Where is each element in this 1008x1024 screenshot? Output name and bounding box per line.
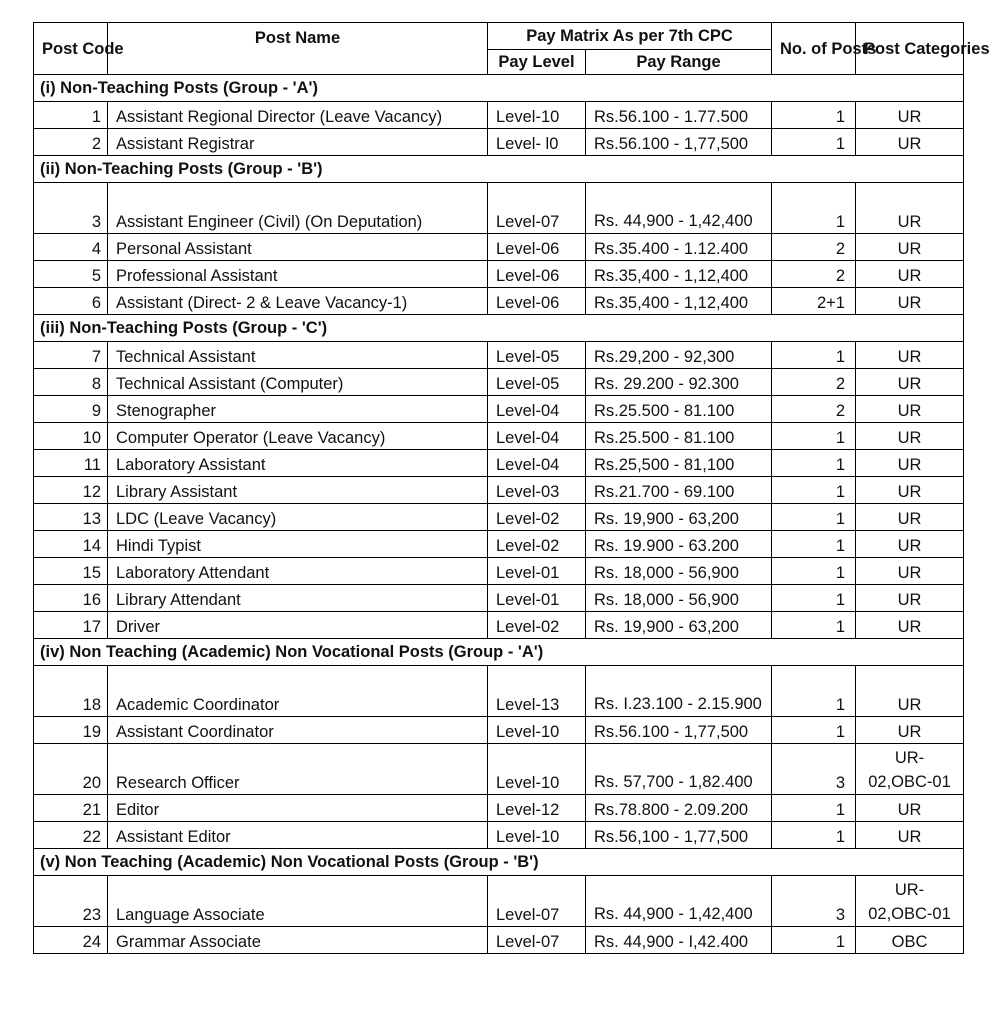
no-of-posts-cell: 2 <box>772 261 856 288</box>
posts-table <box>33 22 990 954</box>
post-category-cell: UR-02,OBC-01 <box>856 744 964 795</box>
no-of-posts-cell: 1 <box>772 927 856 954</box>
table-row <box>34 717 964 744</box>
post-code-cell: 20 <box>34 744 108 795</box>
post-category-cell: UR <box>856 261 964 288</box>
pay-level-cell: Level-10 <box>488 822 586 849</box>
post-code-cell: 19 <box>34 717 108 744</box>
post-name-cell: Research Officer <box>108 744 488 795</box>
pay-range-cell: Rs. 44,900 - 1,42,400 <box>586 876 772 927</box>
no-of-posts-cell: 2 <box>772 234 856 261</box>
no-of-posts-cell: 1 <box>772 717 856 744</box>
post-category-cell: UR <box>856 369 964 396</box>
post-category-cell: UR <box>856 585 964 612</box>
post-code-header: Post Code <box>34 23 108 75</box>
post-name-cell: Hindi Typist <box>108 531 488 558</box>
table-row <box>34 876 964 927</box>
post-name-cell: Grammar Associate <box>108 927 488 954</box>
pay-level-cell: Level-07 <box>488 183 586 234</box>
table-row <box>34 612 964 639</box>
table-row <box>34 183 964 234</box>
post-name-cell: Assistant Engineer (Civil) (On Deputation) <box>108 183 488 234</box>
post-category-cell: UR <box>856 234 964 261</box>
no-of-posts-cell: 1 <box>772 558 856 585</box>
post-code-cell: 8 <box>34 369 108 396</box>
pay-range-cell: Rs.25.500 - 81.100 <box>586 396 772 423</box>
table-row <box>34 585 964 612</box>
no-of-posts-cell: 1 <box>772 795 856 822</box>
table-row <box>34 369 964 396</box>
pay-level-header: Pay Level <box>488 50 586 75</box>
section-header-row <box>34 75 964 102</box>
post-category-cell: UR <box>856 717 964 744</box>
pay-range-cell: Rs.35,400 - 1,12,400 <box>586 288 772 315</box>
table-row <box>34 423 964 450</box>
no-of-posts-cell: 2 <box>772 396 856 423</box>
pay-range-cell: Rs.21.700 - 69.100 <box>586 477 772 504</box>
post-name-cell: Driver <box>108 612 488 639</box>
pay-level-cell: Level-02 <box>488 504 586 531</box>
post-category-cell: UR <box>856 822 964 849</box>
pay-range-cell: Rs.25,500 - 81,100 <box>586 450 772 477</box>
table-row <box>34 477 964 504</box>
no-of-posts-cell: 1 <box>772 666 856 717</box>
post-code-cell: 6 <box>34 288 108 315</box>
table-row <box>34 927 964 954</box>
header-row <box>34 23 964 50</box>
post-code-cell: 4 <box>34 234 108 261</box>
no-of-posts-cell: 1 <box>772 585 856 612</box>
post-code-cell: 5 <box>34 261 108 288</box>
pay-range-cell: Rs.56.100 - 1.77.500 <box>586 102 772 129</box>
pay-level-cell: Level-07 <box>488 876 586 927</box>
pay-level-cell: Level-13 <box>488 666 586 717</box>
pay-range-cell: Rs. 19,900 - 63,200 <box>586 504 772 531</box>
pay-range-cell: Rs. 57,700 - 1,82.400 <box>586 744 772 795</box>
pay-level-cell: Level-05 <box>488 369 586 396</box>
post-category-cell: UR <box>856 504 964 531</box>
no-of-posts-header: No. of Posts <box>772 23 856 75</box>
post-category-cell: UR <box>856 342 964 369</box>
post-name-cell: Laboratory Assistant <box>108 450 488 477</box>
post-code-cell: 21 <box>34 795 108 822</box>
no-of-posts-cell: 3 <box>772 876 856 927</box>
pay-level-cell: Level-01 <box>488 558 586 585</box>
no-of-posts-cell: 1 <box>772 477 856 504</box>
post-name-cell: Stenographer <box>108 396 488 423</box>
pay-level-cell: Level-03 <box>488 477 586 504</box>
pay-level-cell: Level-05 <box>488 342 586 369</box>
post-category-cell: UR <box>856 558 964 585</box>
pay-level-cell: Level-06 <box>488 234 586 261</box>
table-row <box>34 396 964 423</box>
pay-level-cell: Level-10 <box>488 717 586 744</box>
no-of-posts-cell: 1 <box>772 612 856 639</box>
pay-level-cell: Level- l0 <box>488 129 586 156</box>
post-category-cell: OBC <box>856 927 964 954</box>
post-code-cell: 24 <box>34 927 108 954</box>
pay-level-cell: Level-10 <box>488 744 586 795</box>
pay-range-cell: Rs.56,100 - 1,77,500 <box>586 822 772 849</box>
pay-range-cell: Rs. 19,900 - 63,200 <box>586 612 772 639</box>
no-of-posts-cell: 1 <box>772 102 856 129</box>
table-row <box>34 822 964 849</box>
post-code-cell: 18 <box>34 666 108 717</box>
no-of-posts-cell: 1 <box>772 822 856 849</box>
pay-level-cell: Level-10 <box>488 102 586 129</box>
no-of-posts-cell: 2 <box>772 369 856 396</box>
table-row <box>34 450 964 477</box>
post-category-cell: UR <box>856 129 964 156</box>
table-row <box>34 129 964 156</box>
post-category-cell: UR <box>856 183 964 234</box>
post-code-cell: 12 <box>34 477 108 504</box>
section-header-row <box>34 639 964 666</box>
pay-level-cell: Level-04 <box>488 450 586 477</box>
pay-range-cell: Rs.29,200 - 92,300 <box>586 342 772 369</box>
post-category-cell: UR-02,OBC-01 <box>856 876 964 927</box>
post-category-cell: UR <box>856 396 964 423</box>
pay-range-cell: Rs.56.100 - 1,77,500 <box>586 129 772 156</box>
no-of-posts-cell: 1 <box>772 450 856 477</box>
post-code-cell: 15 <box>34 558 108 585</box>
no-of-posts-cell: 1 <box>772 129 856 156</box>
post-code-cell: 9 <box>34 396 108 423</box>
post-category-cell: UR <box>856 450 964 477</box>
post-code-cell: 16 <box>34 585 108 612</box>
post-name-cell: Technical Assistant (Computer) <box>108 369 488 396</box>
post-name-cell: Laboratory Attendant <box>108 558 488 585</box>
post-code-cell: 22 <box>34 822 108 849</box>
table-row <box>34 744 964 795</box>
post-name-cell: Library Attendant <box>108 585 488 612</box>
post-name-cell: Assistant (Direct- 2 & Leave Vacancy-1) <box>108 288 488 315</box>
pay-range-cell: Rs.78.800 - 2.09.200 <box>586 795 772 822</box>
pay-range-cell: Rs. 18,000 - 56,900 <box>586 558 772 585</box>
section-title: (ii) Non-Teaching Posts (Group - 'B') <box>34 156 964 183</box>
post-name-cell: Assistant Regional Director (Leave Vacancy) <box>108 102 488 129</box>
table-row <box>34 531 964 558</box>
pay-range-cell: Rs. 29.200 - 92.300 <box>586 369 772 396</box>
table-row <box>34 504 964 531</box>
pay-range-cell: Rs. 19.900 - 63.200 <box>586 531 772 558</box>
table-row <box>34 666 964 717</box>
section-header-row <box>34 849 964 876</box>
post-name-cell: Personal Assistant <box>108 234 488 261</box>
no-of-posts-cell: 1 <box>772 342 856 369</box>
pay-level-cell: Level-04 <box>488 396 586 423</box>
post-name-cell: Editor <box>108 795 488 822</box>
post-category-cell: UR <box>856 102 964 129</box>
pay-range-cell: Rs.35,400 - 1,12,400 <box>586 261 772 288</box>
table-row <box>34 234 964 261</box>
pay-range-cell: Rs. 44,900 - I,42.400 <box>586 927 772 954</box>
post-category-cell: UR <box>856 795 964 822</box>
post-code-cell: 2 <box>34 129 108 156</box>
pay-level-cell: Level-12 <box>488 795 586 822</box>
post-code-cell: 13 <box>34 504 108 531</box>
section-title: (i) Non-Teaching Posts (Group - 'A') <box>34 75 964 102</box>
no-of-posts-cell: 1 <box>772 423 856 450</box>
post-name-cell: Language Associate <box>108 876 488 927</box>
section-title: (v) Non Teaching (Academic) Non Vocational Posts (Group - 'B') <box>34 849 964 876</box>
post-code-cell: 23 <box>34 876 108 927</box>
pay-level-cell: Level-02 <box>488 612 586 639</box>
post-name-cell: Technical Assistant <box>108 342 488 369</box>
section-header-row <box>34 156 964 183</box>
post-code-cell: 3 <box>34 183 108 234</box>
table-row <box>34 558 964 585</box>
no-of-posts-cell: 1 <box>772 531 856 558</box>
pay-range-cell: Rs.25.500 - 81.100 <box>586 423 772 450</box>
pay-level-cell: Level-06 <box>488 288 586 315</box>
post-name-cell: Academic Coordinator <box>108 666 488 717</box>
table-body <box>34 75 964 954</box>
post-name-cell: Professional Assistant <box>108 261 488 288</box>
table-row <box>34 795 964 822</box>
post-name-cell: Assistant Registrar <box>108 129 488 156</box>
no-of-posts-cell: 2+1 <box>772 288 856 315</box>
post-code-cell: 17 <box>34 612 108 639</box>
table-row <box>34 288 964 315</box>
post-code-cell: 1 <box>34 102 108 129</box>
post-code-cell: 7 <box>34 342 108 369</box>
post-name-cell: Library Assistant <box>108 477 488 504</box>
post-name-cell: LDC (Leave Vacancy) <box>108 504 488 531</box>
table-row <box>34 102 964 129</box>
post-code-cell: 10 <box>34 423 108 450</box>
post-category-cell: UR <box>856 288 964 315</box>
post-code-cell: 11 <box>34 450 108 477</box>
pay-range-cell: Rs. 44,900 - 1,42,400 <box>586 183 772 234</box>
no-of-posts-cell: 1 <box>772 183 856 234</box>
pay-range-header: Pay Range <box>586 50 772 75</box>
pay-level-cell: Level-01 <box>488 585 586 612</box>
post-code-cell: 14 <box>34 531 108 558</box>
section-title: (iii) Non-Teaching Posts (Group - 'C') <box>34 315 964 342</box>
section-title: (iv) Non Teaching (Academic) Non Vocational Posts (Group - 'A') <box>34 639 964 666</box>
post-name-cell: Computer Operator (Leave Vacancy) <box>108 423 488 450</box>
pay-range-cell: Rs. 18,000 - 56,900 <box>586 585 772 612</box>
post-category-cell: UR <box>856 423 964 450</box>
pay-level-cell: Level-02 <box>488 531 586 558</box>
section-header-row <box>34 315 964 342</box>
post-name-cell: Assistant Editor <box>108 822 488 849</box>
post-name-header: Post Name <box>108 23 488 75</box>
post-category-cell: UR <box>856 477 964 504</box>
post-category-cell: UR <box>856 612 964 639</box>
no-of-posts-cell: 1 <box>772 504 856 531</box>
pay-matrix-header: Pay Matrix As per 7th CPC <box>488 23 772 50</box>
post-categories-header: Post Categories <box>856 23 964 75</box>
pay-range-cell: Rs.56.100 - 1,77,500 <box>586 717 772 744</box>
table-row <box>34 261 964 288</box>
table-row <box>34 342 964 369</box>
pay-range-cell: Rs. I.23.100 - 2.15.900 <box>586 666 772 717</box>
post-name-cell: Assistant Coordinator <box>108 717 488 744</box>
pay-level-cell: Level-04 <box>488 423 586 450</box>
pay-level-cell: Level-07 <box>488 927 586 954</box>
no-of-posts-cell: 3 <box>772 744 856 795</box>
pay-range-cell: Rs.35.400 - 1.12.400 <box>586 234 772 261</box>
post-category-cell: UR <box>856 531 964 558</box>
post-category-cell: UR <box>856 666 964 717</box>
pay-level-cell: Level-06 <box>488 261 586 288</box>
